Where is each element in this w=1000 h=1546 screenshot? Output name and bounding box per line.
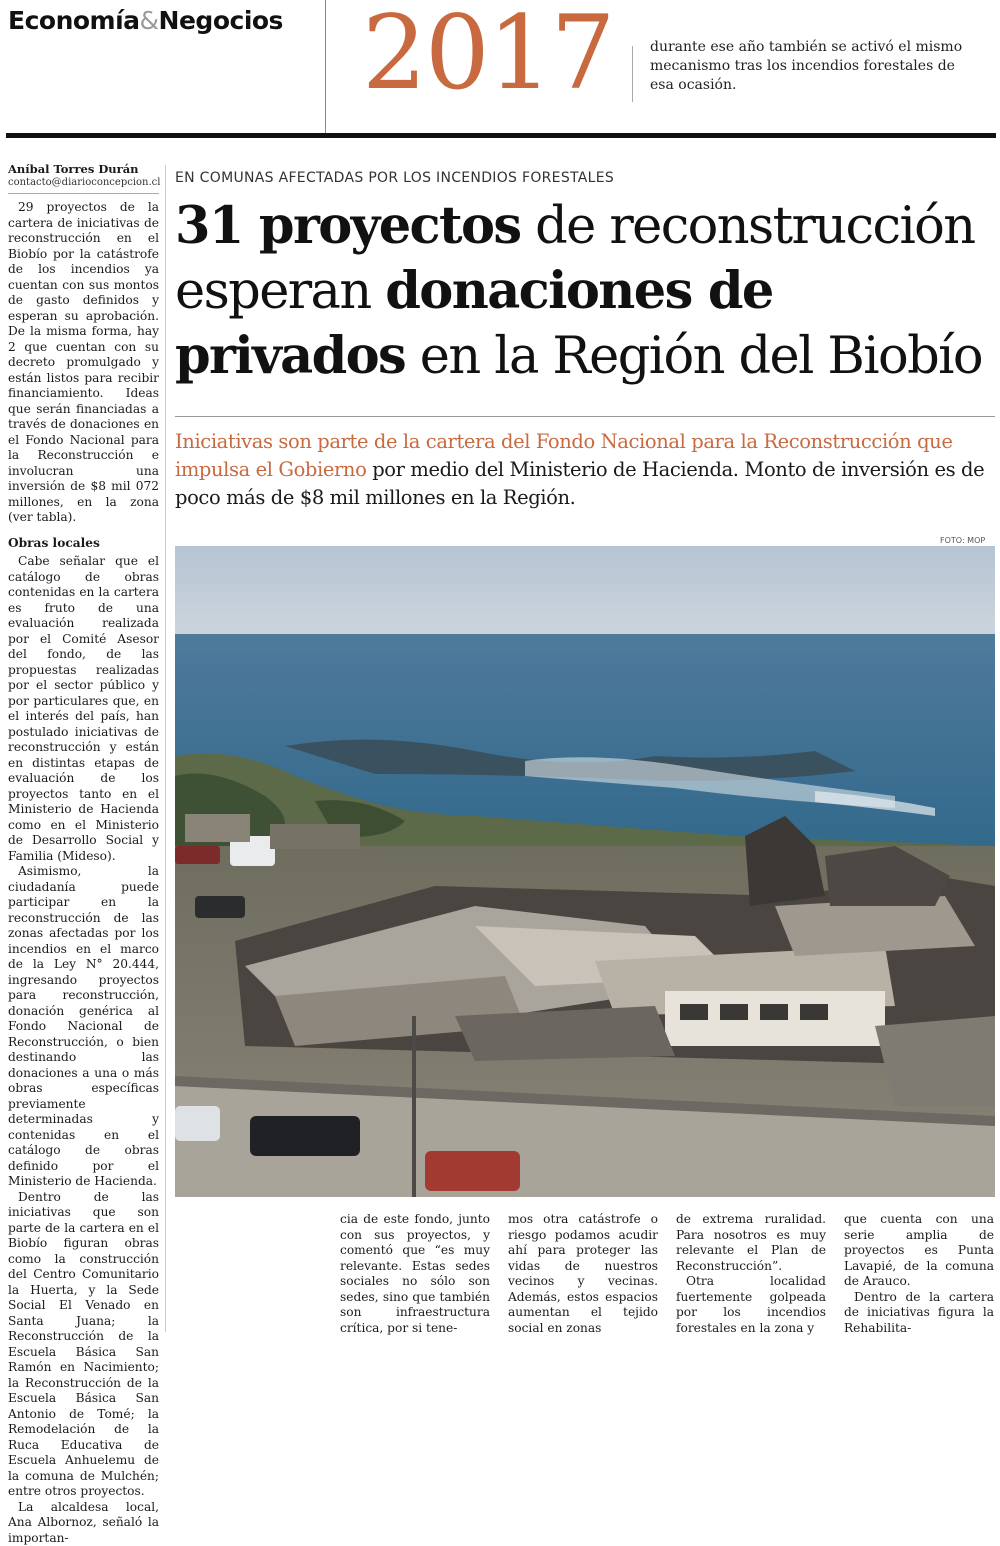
paragraph: Dentro de las iniciativas que son parte de la cartera en el Biobío figuran obras como la construcción del Centro Comunitario la Huerta, y la Sede Social El Venado en Santa Juana; la Reconstrucción de la Escuela Básica San Ramón en Nacimiento; la Reconstrucción de la Escuela Básica San Antonio de Tomé; la Remodelación de la Ruca Educativa de Escuela Anhuelemu de la comuna de Mulchén; entre otros proyectos. bbox=[8, 1190, 159, 1500]
header-note: durante ese año también se activó el mismo mecanismo tras los incendios forestales de esa ocasión. bbox=[650, 38, 970, 95]
photo-credit: FOTO: MOP bbox=[940, 536, 985, 545]
headline-bold: privados bbox=[175, 326, 405, 386]
highlight-year: 2017 bbox=[362, 0, 614, 107]
headline-line-1 bbox=[175, 194, 995, 259]
bottom-column-2 bbox=[508, 1212, 658, 1336]
header-note-divider bbox=[632, 46, 633, 102]
section-ampersand: & bbox=[140, 6, 159, 35]
header-rule bbox=[6, 133, 996, 138]
byline-rule bbox=[8, 193, 159, 194]
section-name-a: Economía bbox=[8, 6, 140, 35]
author-name: Aníbal Torres Durán bbox=[8, 162, 139, 176]
deck bbox=[175, 428, 997, 512]
headline bbox=[175, 194, 995, 389]
headline-bold: 31 proyectos bbox=[175, 196, 521, 256]
section-name-b: Negocios bbox=[159, 6, 283, 35]
bottom-column-3 bbox=[676, 1212, 826, 1336]
paragraph: Otra localidad fuertemente golpeada por los incendios forestales en la zona y bbox=[676, 1274, 826, 1336]
header-divider bbox=[325, 0, 326, 133]
paragraph: mos otra catástrofe o riesgo podamos acudir ahí para proteger las vidas de nuestros vecinos y vecinas. Además, estos espacios aumentan el tejido social en zonas bbox=[508, 1212, 658, 1336]
left-column bbox=[8, 200, 159, 1546]
deck-highlight: Iniciativas son parte de la cartera del Fondo Nacional para la Reconstrucción que impulsa el Gobierno bbox=[175, 430, 952, 481]
paragraph: Dentro de la cartera de iniciativas figura la Rehabilita- bbox=[844, 1290, 994, 1337]
author-email: contacto@diarioconcepcion.cl bbox=[8, 177, 160, 188]
headline-line-3 bbox=[175, 324, 995, 389]
bottom-column-1 bbox=[340, 1212, 490, 1336]
bottom-column-4 bbox=[844, 1212, 994, 1336]
headline-text: en la Región del Biobío bbox=[405, 327, 982, 386]
paragraph: 29 proyectos de la cartera de iniciativas de reconstrucción en el Biobío por la catástrofe de los incendios ya cuentan con sus montos de gasto definidos y esperan su aprobación. De la misma forma, hay 2 que cuentan con su decreto promulgado y están listos para recibir financiamiento. Ideas que serán financiadas a través de donaciones en el Fondo Nacional para la Reconstrucción e involucran una inversión de $8 mil 072 millones, en la zona (ver tabla). bbox=[8, 200, 159, 526]
paragraph: cia de este fondo, junto con sus proyectos, y comentó que “es muy relevante. Estas sedes sociales no sólo son sedes, sino que también son infraestructura crítica, por si tene- bbox=[340, 1212, 490, 1336]
paragraph: La alcaldesa local, Ana Albornoz, señaló la importan- bbox=[8, 1500, 159, 1546]
kicker: EN COMUNAS AFECTADAS POR LOS INCENDIOS FORESTALES bbox=[175, 170, 614, 186]
deck-text: por medio del Ministerio de Hacienda. Monto de inversión es de poco más de $8 mil millones en la Región. bbox=[175, 458, 984, 509]
headline-rule bbox=[175, 416, 995, 417]
news-photo bbox=[175, 546, 995, 1197]
paragraph: Cabe señalar que el catálogo de obras contenidas en la cartera es fruto de una evaluación realizada por el Comité Asesor del fondo, de las propuestas realizadas por el sector público y por particulares que, en el interés del país, han postulado iniciativas de reconstrucción y están en distintas etapas de evaluación de los proyectos tanto en el Ministerio de Hacienda como en el Ministerio de Desarrollo Social y Familia (Mideso). bbox=[8, 554, 159, 864]
subhead: Obras locales bbox=[8, 536, 159, 552]
section-title bbox=[8, 6, 283, 35]
paragraph: Asimismo, la ciudadanía puede participar en la reconstrucción de las zonas afectadas por los incendios en el marco de la Ley N° 20.444, ingresando proyectos para reconstrucción, donación genérica al Fondo Nacional de Reconstrucción, o bien destinando las donaciones a una o más obras específicas previamente determinadas y contenidas en el catálogo de obras definido por el Ministerio de Hacienda. bbox=[8, 864, 159, 1190]
headline-line-2 bbox=[175, 259, 995, 324]
headline-bold: donaciones de bbox=[385, 261, 773, 321]
headline-text: de reconstrucción bbox=[521, 197, 975, 256]
headline-text: esperan bbox=[175, 262, 385, 321]
paragraph: de extrema ruralidad. Para nosotros es muy relevante el Plan de Reconstrucción”. bbox=[676, 1212, 826, 1274]
column-rule bbox=[165, 165, 166, 1332]
paragraph: que cuenta con una serie amplia de proyectos es Punta Lavapié, de la comuna de Arauco. bbox=[844, 1212, 994, 1290]
burned-school-illustration bbox=[175, 546, 995, 1197]
